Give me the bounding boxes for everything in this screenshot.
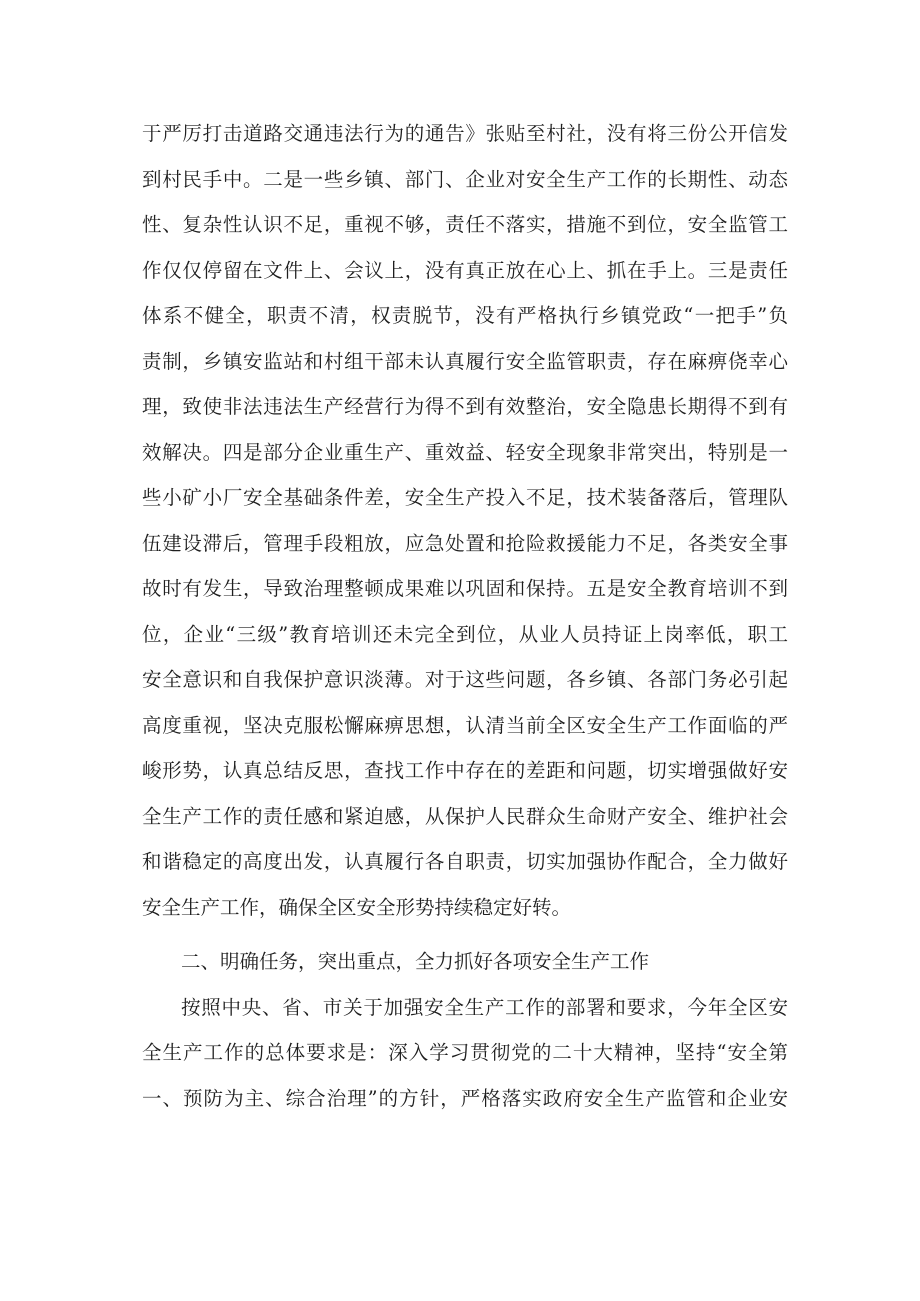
text-line: 性、复杂性认识不足，重视不够，责任不落实，措施不到位，安全监管工 <box>142 213 788 236</box>
text-line: 故时有发生，导致治理整顿成果难以巩固和保持。五是安全教育培训不到 <box>142 577 788 600</box>
paragraph-2 <box>142 985 788 1122</box>
section-heading: 二、明确任务，突出重点，全力抓好各项安全生产工作 <box>181 950 650 973</box>
text-line: 峻形势，认真总结反思，查找工作中存在的差距和问题，切实增强做好安 <box>142 759 788 782</box>
text-line: 理，致使非法违法生产经营行为得不到有效整治，安全隐患长期得不到有 <box>142 395 788 418</box>
text-line: 体系不健全，职责不清，权责脱节，没有严格执行乡镇党政“一把手”负 <box>142 304 788 327</box>
text-line: 和谐稳定的高度出发，认真履行各自职责，切实加强协作配合，全力做好 <box>142 850 788 873</box>
text-line: 到村民手中。二是一些乡镇、部门、企业对安全生产工作的长期性、动态 <box>142 167 788 191</box>
text-line: 效解决。四是部分企业重生产、重效益、轻安全现象非常突出，特别是一 <box>142 440 788 464</box>
text-line: 全生产工作的责任感和紧迫感，从保护人民群众生命财产安全、维护社会 <box>142 804 788 828</box>
text-line: 些小矿小厂安全基础条件差，安全生产投入不足，技术装备落后，管理队 <box>142 486 788 509</box>
text-line: 安全生产工作，确保全区安全形势持续稳定好转。 <box>142 895 572 919</box>
text-line: 伍建设滞后，管理手段粗放，应急处置和抢险救援能力不足，各类安全事 <box>142 531 788 555</box>
text-line: 按照中央、省、市关于加强安全生产工作的部署和要求，今年全区安 <box>181 995 788 1019</box>
paragraph-1 <box>142 111 788 930</box>
text-line: 位，企业“三级”教育培训还未完全到位，从业人员持证上岗率低，职工 <box>142 622 788 646</box>
text-line: 作仅仅停留在文件上、会议上，没有真正放在心上、抓在手上。三是责任 <box>142 258 788 282</box>
text-line: 高度重视，坚决克服松懈麻痹思想，认清当前全区安全生产工作面临的严 <box>142 713 788 737</box>
document-body <box>142 111 788 1121</box>
text-line: 一、预防为主、综合治理”的方针，严格落实政府安全生产监管和企业安 <box>142 1086 788 1110</box>
text-line: 安全意识和自我保护意识淡薄。对于这些问题，各乡镇、各部门务必引起 <box>142 668 788 691</box>
text-line: 责制，乡镇安监站和村组干部未认真履行安全监管职责，存在麻痹侥幸心 <box>142 349 788 373</box>
text-line: 全生产工作的总体要求是：深入学习贯彻党的二十大精神，坚持“安全第 <box>142 1041 788 1064</box>
text-line: 于严厉打击道路交通违法行为的通告》张贴至村社，没有将三份公开信发 <box>142 122 788 145</box>
